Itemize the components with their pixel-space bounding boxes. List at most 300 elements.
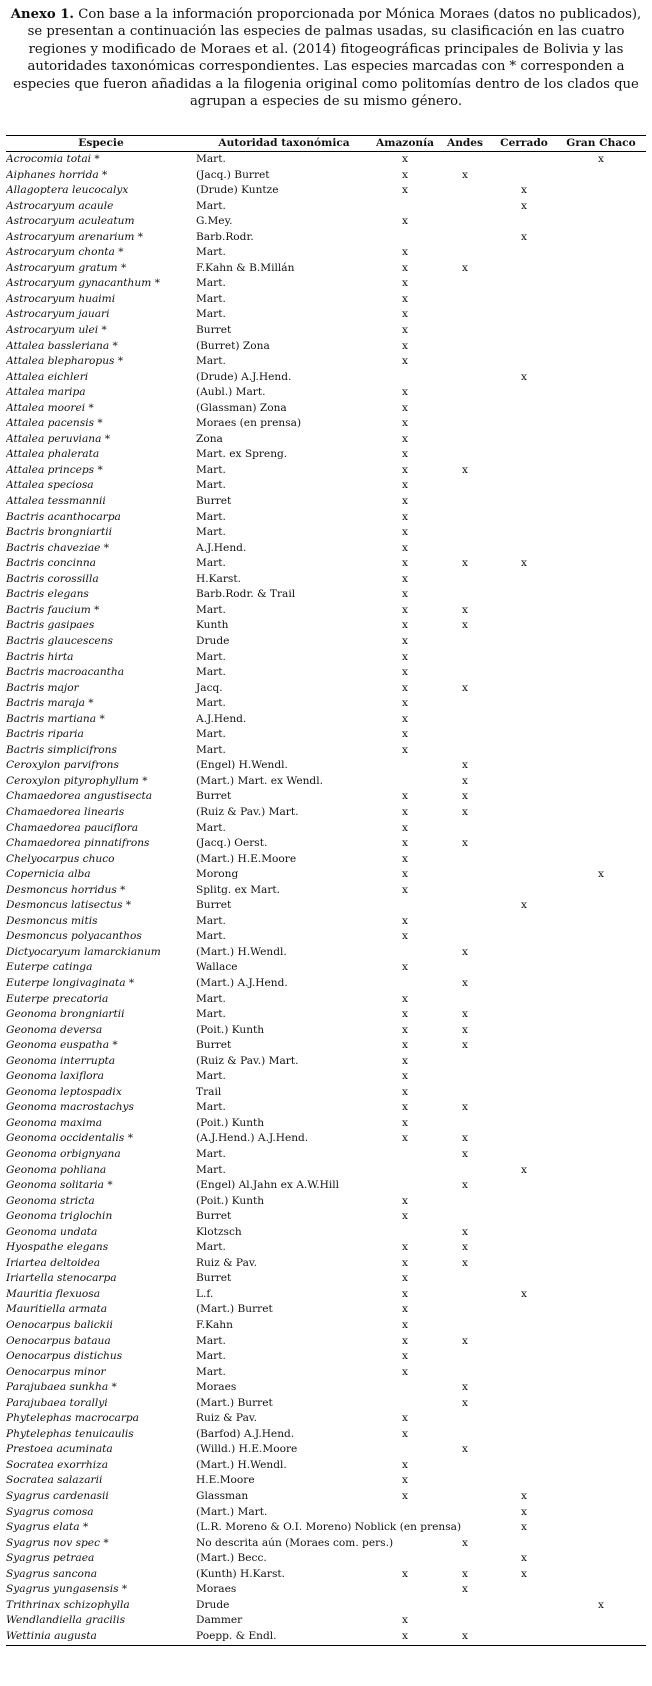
- region-mark-gran-chaco: [556, 821, 646, 837]
- species-name: Geonoma macrostachys: [6, 1101, 134, 1114]
- region-mark-gran-chaco: [556, 1536, 646, 1552]
- species-name: Attalea peruviana *: [6, 432, 111, 445]
- region-mark-amazonia: x: [402, 837, 408, 850]
- taxonomic-authority: Mart. ex Spreng.: [196, 448, 288, 461]
- species-name: Astrocaryum aculeatum: [6, 215, 135, 228]
- region-mark-andes: [438, 230, 492, 246]
- region-mark-gran-chaco: [556, 1489, 646, 1505]
- species-name: Bactris major: [6, 681, 79, 694]
- table-row: [6, 1209, 646, 1225]
- region-mark-cerrado: [492, 214, 556, 230]
- table-row: [6, 1116, 646, 1132]
- region-mark-andes: [438, 510, 492, 526]
- region-mark-cerrado: [492, 1178, 556, 1194]
- species-name: Geonoma undata: [6, 1225, 98, 1238]
- region-mark-amazonia: x: [402, 634, 408, 647]
- species-name: Attalea tessmannii: [6, 495, 106, 508]
- species-name: Phytelephas tenuicaulis: [6, 1427, 134, 1440]
- region-mark-andes: [438, 665, 492, 681]
- table-row: [6, 1365, 646, 1381]
- table-row: [6, 821, 646, 837]
- taxonomic-authority: (Drude) A.J.Hend.: [196, 370, 292, 383]
- region-mark-amazonia: [372, 898, 438, 914]
- region-mark-cerrado: x: [521, 1552, 527, 1565]
- region-mark-gran-chaco: [556, 1505, 646, 1521]
- table-row: [6, 463, 646, 479]
- taxonomic-authority: Mart.: [196, 246, 226, 259]
- table-row: [6, 665, 646, 681]
- region-mark-andes: [438, 929, 492, 945]
- region-mark-andes: [438, 1365, 492, 1381]
- taxonomic-authority: (Glassman) Zona: [196, 401, 287, 414]
- table-row: [6, 774, 646, 790]
- species-name: Chamaedorea pinnatifrons: [6, 837, 150, 850]
- region-mark-andes: [438, 1085, 492, 1101]
- table-row: [6, 1240, 646, 1256]
- region-mark-cerrado: [492, 510, 556, 526]
- taxonomic-authority: Burret: [196, 790, 232, 803]
- species-name: Iriartella stenocarpa: [6, 1272, 117, 1285]
- region-mark-andes: x: [462, 1225, 468, 1238]
- taxonomic-authority: Mart.: [196, 1101, 226, 1114]
- region-mark-gran-chaco: [556, 1582, 646, 1598]
- taxonomic-authority: Mart.: [196, 1163, 226, 1176]
- species-name: Chelyocarpus chuco: [6, 852, 115, 865]
- region-mark-cerrado: [492, 665, 556, 681]
- table-row: [6, 1427, 646, 1443]
- species-name: Trithrinax schizophylla: [6, 1598, 130, 1611]
- taxonomic-authority: Mart.: [196, 510, 226, 523]
- region-mark-amazonia: x: [402, 339, 408, 352]
- region-mark-amazonia: x: [402, 728, 408, 741]
- taxonomic-authority: Mart.: [196, 463, 226, 476]
- region-mark-gran-chaco: [556, 1069, 646, 1085]
- region-mark-amazonia: x: [402, 541, 408, 554]
- table-row: [6, 603, 646, 619]
- region-mark-amazonia: x: [402, 324, 408, 337]
- taxonomic-authority: (Ruiz & Pav.) Mart.: [196, 805, 299, 818]
- region-mark-gran-chaco: [556, 1396, 646, 1412]
- taxonomic-authority: Mart.: [196, 743, 226, 756]
- table-row: [6, 1613, 646, 1629]
- species-name: Astrocaryum gynacanthum *: [6, 277, 160, 290]
- region-mark-amazonia: x: [402, 215, 408, 228]
- table-row: [6, 572, 646, 588]
- species-name: Attalea blepharopus *: [6, 355, 124, 368]
- species-name: Bactris faucium *: [6, 603, 100, 616]
- taxonomic-authority: Mart.: [196, 1148, 226, 1160]
- table-row: [6, 401, 646, 417]
- taxonomic-authority: (Mart.) H.Wendl.: [196, 1458, 287, 1471]
- table-row: [6, 525, 646, 541]
- taxonomic-authority: Burret: [196, 495, 232, 508]
- taxonomic-authority: Mart.: [196, 650, 226, 663]
- region-mark-andes: x: [462, 1179, 468, 1192]
- table-row: [6, 1178, 646, 1194]
- region-mark-andes: [438, 1318, 492, 1334]
- species-name: Hyospathe elegans: [6, 1241, 109, 1254]
- region-mark-gran-chaco: [556, 1349, 646, 1365]
- species-name: Attalea moorei *: [6, 401, 94, 414]
- region-mark-gran-chaco: [556, 1520, 646, 1536]
- region-mark-amazonia: x: [402, 246, 408, 259]
- species-name: Desmoncus polyacanthos: [6, 930, 142, 943]
- region-mark-cerrado: [492, 1116, 556, 1132]
- taxonomic-authority: Mart.: [196, 697, 226, 710]
- taxonomic-authority: Mart.: [196, 930, 226, 943]
- taxonomic-authority: Burret: [196, 1210, 232, 1223]
- region-mark-gran-chaco: [556, 1147, 646, 1163]
- species-name: Geonoma leptospadix: [6, 1085, 122, 1098]
- region-mark-amazonia: x: [402, 1256, 408, 1269]
- region-mark-gran-chaco: [556, 339, 646, 355]
- table-row: [6, 1302, 646, 1318]
- taxonomic-authority: Mart.: [196, 603, 226, 616]
- region-mark-amazonia: [372, 1380, 438, 1396]
- region-mark-cerrado: [492, 758, 556, 774]
- region-mark-andes: [438, 1505, 492, 1521]
- table-row: [6, 1023, 646, 1039]
- region-mark-andes: [438, 743, 492, 759]
- taxonomic-authority: Ruiz & Pav.: [196, 1256, 257, 1269]
- region-mark-cerrado: [492, 307, 556, 323]
- region-mark-andes: x: [462, 1132, 468, 1145]
- taxonomic-authority: Splitg. ex Mart.: [196, 883, 281, 896]
- region-mark-andes: [438, 214, 492, 230]
- taxonomic-authority: Ruiz & Pav.: [196, 1412, 257, 1425]
- table-row: [6, 1007, 646, 1023]
- region-mark-cerrado: x: [521, 199, 527, 212]
- region-mark-amazonia: x: [402, 883, 408, 896]
- region-mark-gran-chaco: [556, 1473, 646, 1489]
- region-mark-amazonia: [372, 370, 438, 386]
- taxonomic-authority: Barb.Rodr.: [196, 230, 254, 243]
- region-mark-gran-chaco: [556, 743, 646, 759]
- species-name: Bactris brongniartii: [6, 526, 112, 539]
- region-mark-andes: x: [462, 168, 468, 181]
- region-mark-cerrado: [492, 1365, 556, 1381]
- table-row: [6, 199, 646, 215]
- table-body: [6, 152, 646, 1646]
- species-name: Desmoncus mitis: [6, 914, 98, 927]
- region-mark-cerrado: [492, 960, 556, 976]
- region-mark-cerrado: x: [521, 1490, 527, 1503]
- species-name: Parajubaea torallyi: [6, 1396, 108, 1409]
- region-mark-gran-chaco: [556, 478, 646, 494]
- header-gran-chaco: Gran Chaco: [566, 137, 636, 149]
- region-mark-cerrado: [492, 650, 556, 666]
- region-mark-gran-chaco: [556, 1380, 646, 1396]
- region-mark-cerrado: [492, 992, 556, 1008]
- region-mark-cerrado: [492, 1613, 556, 1629]
- taxonomic-authority: Mart.: [196, 666, 226, 679]
- region-mark-amazonia: x: [402, 526, 408, 539]
- region-mark-cerrado: [492, 1349, 556, 1365]
- region-mark-amazonia: x: [402, 1412, 408, 1425]
- species-name: Dictyocaryum lamarckianum: [6, 945, 161, 958]
- taxonomic-authority: Mart.: [196, 1008, 226, 1021]
- taxonomic-authority: L.f.: [196, 1287, 214, 1300]
- taxonomic-authority: Burret: [196, 899, 232, 912]
- species-name: Astrocaryum arenarium *: [6, 230, 144, 243]
- table-row: [6, 634, 646, 650]
- region-mark-cerrado: [492, 292, 556, 308]
- region-mark-gran-chaco: [556, 852, 646, 868]
- species-name: Syagrus nov spec *: [6, 1536, 109, 1549]
- region-mark-amazonia: [372, 1163, 438, 1179]
- species-name: Astrocaryum huaimi: [6, 292, 116, 305]
- table-row: [6, 1473, 646, 1489]
- region-mark-cerrado: [492, 1334, 556, 1350]
- species-name: Syagrus elata *: [6, 1521, 89, 1534]
- region-mark-andes: x: [462, 945, 468, 958]
- table-row: [6, 385, 646, 401]
- table-row: [6, 1442, 646, 1458]
- region-mark-andes: x: [462, 1241, 468, 1254]
- table-row: [6, 447, 646, 463]
- region-mark-cerrado: x: [521, 1567, 527, 1580]
- table-row: [6, 276, 646, 292]
- table-row: [6, 1318, 646, 1334]
- region-mark-gran-chaco: [556, 1209, 646, 1225]
- table-row: [6, 1582, 646, 1598]
- taxonomic-authority: Trail: [196, 1085, 222, 1098]
- taxonomic-authority: Mart.: [196, 1070, 226, 1083]
- region-mark-andes: [438, 1054, 492, 1070]
- table-row: [6, 929, 646, 945]
- region-mark-andes: [438, 447, 492, 463]
- table-row: [6, 1349, 646, 1365]
- taxonomic-authority: Morong: [196, 868, 239, 881]
- region-mark-andes: [438, 1489, 492, 1505]
- region-mark-amazonia: x: [402, 153, 408, 165]
- table-row: [6, 1147, 646, 1163]
- region-mark-gran-chaco: [556, 1629, 646, 1645]
- taxonomic-authority: Drude: [196, 634, 230, 647]
- region-mark-amazonia: [372, 1147, 438, 1163]
- region-mark-cerrado: [492, 416, 556, 432]
- species-name: Bactris macroacantha: [6, 666, 125, 679]
- table-row: [6, 1536, 646, 1552]
- table-row: [6, 339, 646, 355]
- table-row: [6, 976, 646, 992]
- region-mark-gran-chaco: [556, 1318, 646, 1334]
- region-mark-cerrado: [492, 1007, 556, 1023]
- region-mark-cerrado: [492, 1396, 556, 1412]
- region-mark-cerrado: [492, 1302, 556, 1318]
- region-mark-andes: [438, 307, 492, 323]
- species-name: Socratea exorrhiza: [6, 1458, 109, 1471]
- region-mark-gran-chaco: [556, 1334, 646, 1350]
- table-row: [6, 696, 646, 712]
- taxonomic-authority: (Engel) Al.Jahn ex A.W.Hill: [196, 1179, 340, 1192]
- region-mark-gran-chaco: [556, 587, 646, 603]
- region-mark-amazonia: x: [402, 1458, 408, 1471]
- region-mark-gran-chaco: [556, 261, 646, 277]
- taxonomic-authority: (Burret) Zona: [196, 339, 270, 352]
- taxonomic-authority: (Mart.) H.Wendl.: [196, 945, 287, 958]
- region-mark-amazonia: x: [402, 1334, 408, 1347]
- taxonomic-authority: (Mart.) Mart.: [196, 1505, 268, 1518]
- region-mark-andes: [438, 960, 492, 976]
- region-mark-amazonia: x: [402, 1272, 408, 1285]
- taxonomic-authority: Mart.: [196, 199, 226, 212]
- region-mark-cerrado: [492, 1256, 556, 1272]
- taxonomic-authority: F.Kahn: [196, 1319, 233, 1332]
- species-name: Geonoma euspatha *: [6, 1039, 118, 1052]
- taxonomic-authority: (Mart.) H.E.Moore: [196, 852, 297, 865]
- region-mark-gran-chaco: [556, 1240, 646, 1256]
- region-mark-gran-chaco: [556, 1178, 646, 1194]
- region-mark-cerrado: [492, 929, 556, 945]
- region-mark-cerrado: x: [521, 184, 527, 197]
- region-mark-gran-chaco: [556, 1194, 646, 1210]
- species-name: Bactris gasipaes: [6, 619, 95, 632]
- region-mark-gran-chaco: [556, 416, 646, 432]
- species-name: Bactris hirta: [6, 650, 74, 663]
- table-row: [6, 1100, 646, 1116]
- region-mark-gran-chaco: [556, 168, 646, 184]
- region-mark-amazonia: x: [402, 572, 408, 585]
- species-name: Parajubaea sunkha *: [6, 1381, 117, 1394]
- table-row: [6, 416, 646, 432]
- region-mark-gran-chaco: [556, 214, 646, 230]
- taxonomic-authority: Mart.: [196, 1350, 226, 1363]
- taxonomic-authority: (Willd.) H.E.Moore: [196, 1443, 298, 1456]
- taxonomic-authority: Wallace: [196, 961, 238, 974]
- taxonomic-authority: Mart.: [196, 526, 226, 539]
- species-name: Astrocaryum chonta *: [6, 246, 124, 259]
- region-mark-cerrado: [492, 1054, 556, 1070]
- region-mark-amazonia: x: [402, 495, 408, 508]
- taxonomic-authority: Mart.: [196, 153, 226, 165]
- region-mark-andes: [438, 1427, 492, 1443]
- region-mark-amazonia: x: [402, 1194, 408, 1207]
- region-mark-gran-chaco: [556, 727, 646, 743]
- species-name: Mauritia flexuosa: [6, 1287, 101, 1300]
- table-row: [6, 1489, 646, 1505]
- region-mark-gran-chaco: [556, 1365, 646, 1381]
- region-mark-gran-chaco: x: [598, 1598, 604, 1611]
- region-mark-andes: [438, 1551, 492, 1567]
- region-mark-andes: [438, 354, 492, 370]
- species-name: Mauritiella armata: [6, 1303, 108, 1316]
- region-mark-gran-chaco: [556, 712, 646, 728]
- region-mark-gran-chaco: [556, 370, 646, 386]
- taxonomic-authority: Mart.: [196, 1365, 226, 1378]
- taxonomic-authority: Mart.: [196, 355, 226, 368]
- table-row: [6, 836, 646, 852]
- region-mark-gran-chaco: [556, 1551, 646, 1567]
- table-row: [6, 1069, 646, 1085]
- taxonomic-authority: (Poit.) Kunth: [196, 1116, 265, 1129]
- region-mark-andes: [438, 401, 492, 417]
- table-row: [6, 556, 646, 572]
- table-row: [6, 1458, 646, 1474]
- region-mark-andes: [438, 1302, 492, 1318]
- region-mark-amazonia: x: [402, 1085, 408, 1098]
- species-name: Bactris corossilla: [6, 572, 99, 585]
- region-mark-gran-chaco: [556, 245, 646, 261]
- species-name: Allagoptera leucocalyx: [6, 184, 129, 197]
- region-mark-andes: [438, 292, 492, 308]
- region-mark-amazonia: x: [402, 1614, 408, 1627]
- region-mark-cerrado: [492, 587, 556, 603]
- region-mark-andes: [438, 712, 492, 728]
- region-mark-cerrado: [492, 1209, 556, 1225]
- region-mark-cerrado: x: [521, 557, 527, 570]
- region-mark-gran-chaco: [556, 276, 646, 292]
- region-mark-cerrado: [492, 339, 556, 355]
- region-mark-andes: [438, 587, 492, 603]
- table-row: [6, 1054, 646, 1070]
- region-mark-cerrado: [492, 789, 556, 805]
- taxonomic-authority: Mart.: [196, 479, 226, 492]
- region-mark-gran-chaco: [556, 494, 646, 510]
- region-mark-andes: [438, 914, 492, 930]
- region-mark-cerrado: [492, 603, 556, 619]
- region-mark-amazonia: x: [402, 1427, 408, 1440]
- region-mark-andes: [438, 852, 492, 868]
- species-name: Prestoea acuminata: [6, 1443, 113, 1456]
- table-row: [6, 494, 646, 510]
- region-mark-gran-chaco: [556, 1271, 646, 1287]
- species-name: Euterpe longivaginata *: [6, 976, 135, 989]
- region-mark-amazonia: x: [402, 852, 408, 865]
- region-mark-andes: x: [462, 1629, 468, 1642]
- table-row: [6, 712, 646, 728]
- region-mark-cerrado: [492, 1598, 556, 1614]
- table-row: [6, 960, 646, 976]
- region-mark-gran-chaco: [556, 603, 646, 619]
- region-mark-andes: [438, 385, 492, 401]
- species-name: Wettinia augusta: [6, 1629, 97, 1642]
- taxonomic-authority: No descrita aún (Moraes com. pers.): [196, 1536, 394, 1549]
- region-mark-amazonia: x: [402, 666, 408, 679]
- species-name: Syagrus sancona: [6, 1567, 98, 1580]
- region-mark-andes: [438, 152, 492, 168]
- region-mark-andes: [438, 416, 492, 432]
- species-name: Astrocaryum acaule: [6, 199, 114, 212]
- region-mark-andes: [438, 276, 492, 292]
- region-mark-cerrado: [492, 1582, 556, 1598]
- table-row: [6, 1598, 646, 1614]
- region-mark-amazonia: [372, 1598, 438, 1614]
- table-row: [6, 898, 646, 914]
- table-row: [6, 1505, 646, 1521]
- table-row: [6, 370, 646, 386]
- region-mark-gran-chaco: [556, 447, 646, 463]
- region-mark-gran-chaco: [556, 1567, 646, 1583]
- region-mark-gran-chaco: [556, 354, 646, 370]
- table-row: [6, 354, 646, 370]
- region-mark-cerrado: [492, 945, 556, 961]
- table-row: [6, 1380, 646, 1396]
- region-mark-cerrado: [492, 1629, 556, 1645]
- region-mark-andes: [438, 1473, 492, 1489]
- region-mark-gran-chaco: [556, 1131, 646, 1147]
- region-mark-andes: [438, 650, 492, 666]
- table-row: [6, 1085, 646, 1101]
- table-row: [6, 805, 646, 821]
- table-row: [6, 1225, 646, 1241]
- region-mark-amazonia: x: [402, 1008, 408, 1021]
- table-row: [6, 245, 646, 261]
- table-row: [6, 1256, 646, 1272]
- region-mark-gran-chaco: [556, 650, 646, 666]
- region-mark-amazonia: x: [402, 448, 408, 461]
- species-name: Iriartea deltoidea: [6, 1256, 101, 1269]
